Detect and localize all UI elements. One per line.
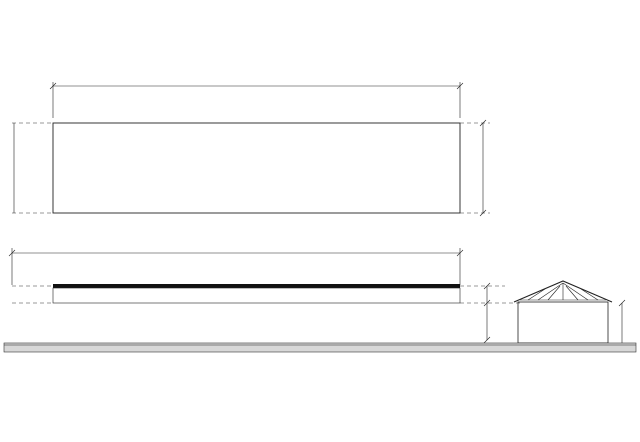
section-truss [520,283,606,300]
plan-side-guides [12,123,490,213]
elevation-side-guides [12,286,520,303]
section-container-body [518,302,608,343]
plan-depth-dimension [480,120,486,216]
note-cover [501,20,635,36]
section-end-dimension [619,300,625,345]
plan-view [12,82,490,216]
roof-fascia [53,284,460,288]
section-view [514,281,625,345]
notes-panel [501,12,635,42]
elevation-height-dimensions [484,283,490,343]
elevation-length-dimension [9,248,463,285]
container-top-band [53,288,460,303]
roof-plan-outline [53,123,460,213]
plan-length-dimension [50,82,463,118]
ground-terrain [4,343,636,352]
elevation-view [9,248,520,343]
